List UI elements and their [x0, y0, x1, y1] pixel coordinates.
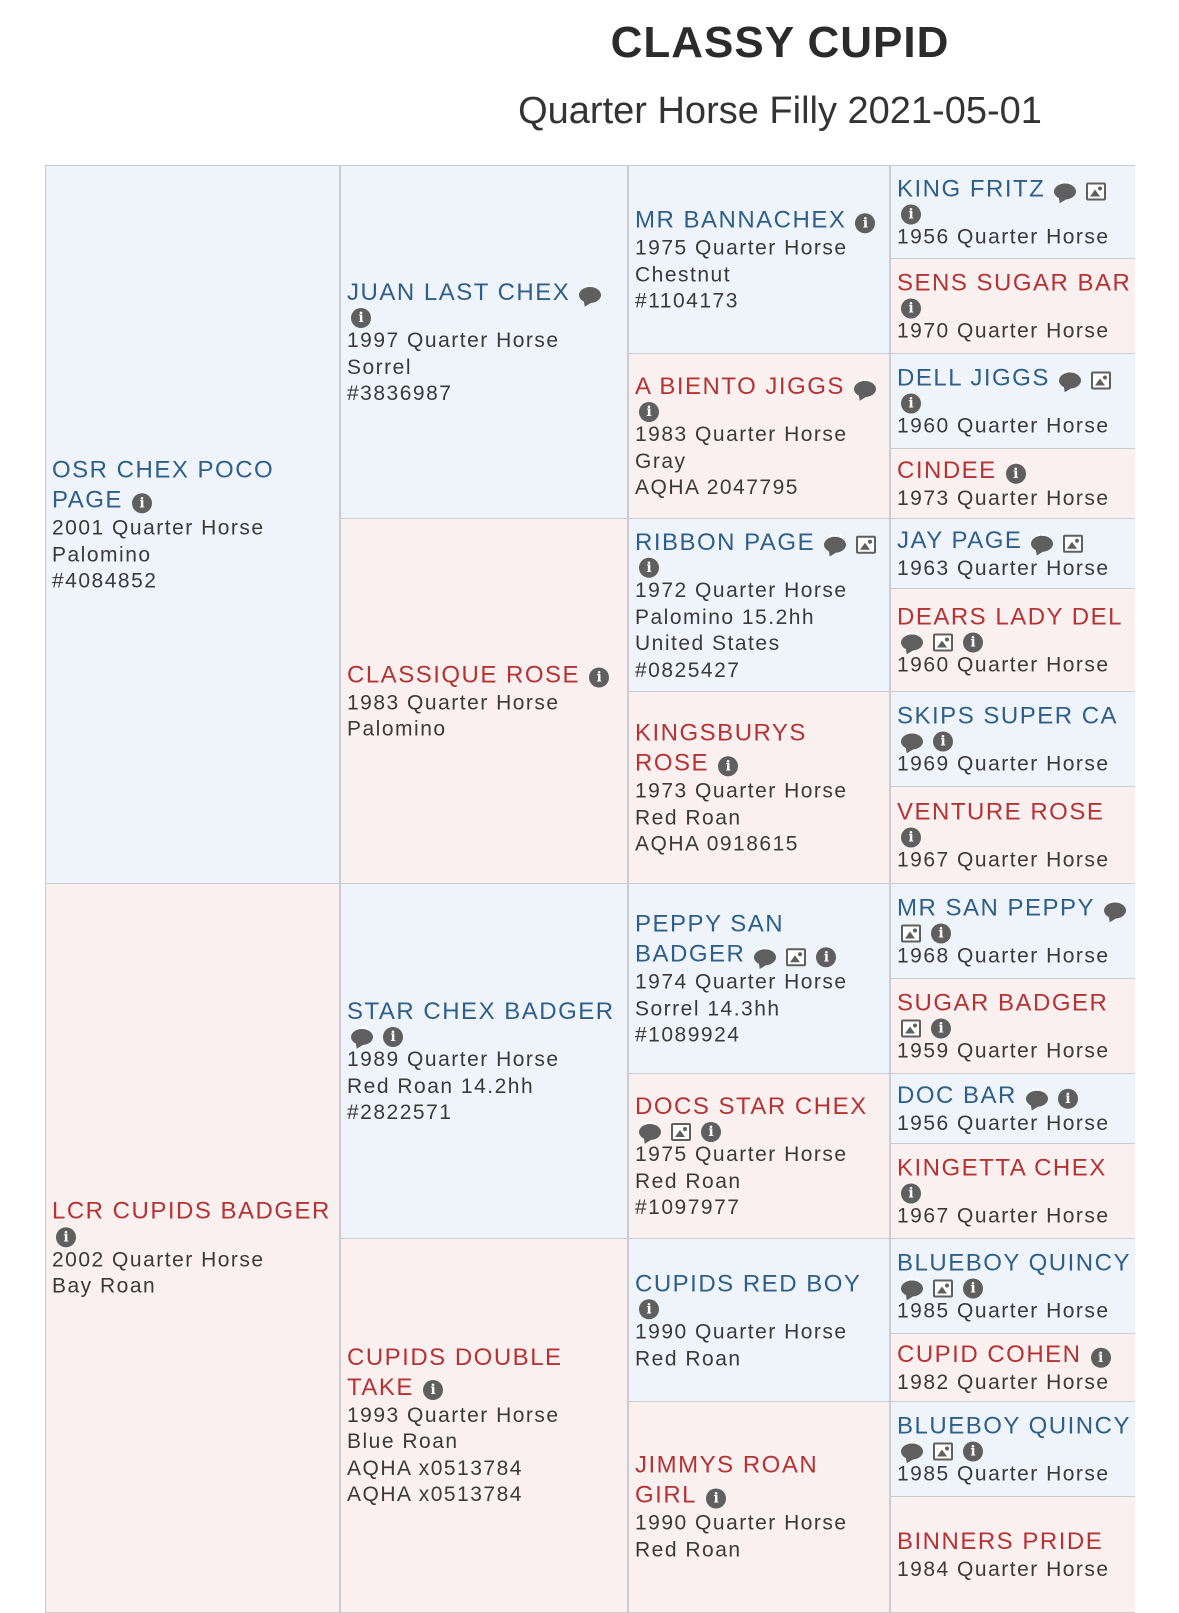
- registration-number: AQHA 2047795: [635, 476, 799, 499]
- birth-year-breed: 1968 Quarter Horse: [897, 944, 1110, 968]
- pedigree-cell-gen4-3: [890, 353, 1135, 450]
- comment-icon[interactable]: [901, 1444, 923, 1460]
- pedigree-cell-gen3-5: [628, 883, 890, 1075]
- info-icon[interactable]: i: [1058, 1088, 1078, 1108]
- birth-year-breed: 2001 Quarter Horse: [52, 516, 265, 540]
- horse-name-link[interactable]: PEPPY SAN BADGER: [635, 910, 785, 968]
- color: Palomino: [52, 542, 152, 566]
- info-icon[interactable]: i: [706, 1488, 726, 1508]
- page-header: [0, 0, 1179, 160]
- photo-icon[interactable]: [1063, 534, 1083, 552]
- birth-year-breed: 1967 Quarter Horse: [897, 1204, 1110, 1228]
- photo-icon[interactable]: [671, 1123, 691, 1141]
- info-icon[interactable]: i: [639, 402, 659, 422]
- info-icon[interactable]: i: [383, 1027, 403, 1047]
- birth-year-breed: 1963 Quarter Horse: [897, 556, 1110, 580]
- pedigree-cell-gen3-1: [628, 165, 890, 355]
- pedigree-cell-gen4-16: [890, 1496, 1135, 1613]
- registration-number: #2822571: [347, 1101, 453, 1124]
- photo-icon[interactable]: [901, 925, 921, 943]
- comment-icon[interactable]: [824, 537, 846, 553]
- horse-name-link[interactable]: SKIPS SUPER CA: [897, 702, 1119, 729]
- comment-icon[interactable]: [901, 1281, 923, 1297]
- pedigree-cell-sire-dam: [340, 518, 628, 885]
- pedigree-cell-gen4-11: [890, 1073, 1135, 1145]
- info-icon[interactable]: i: [901, 299, 921, 319]
- comment-icon[interactable]: [901, 635, 923, 651]
- color: Red Roan: [635, 1169, 742, 1193]
- registration-number: AQHA 0918615: [635, 832, 799, 856]
- horse-name-link[interactable]: BLUEBOY QUINCY: [897, 1249, 1131, 1276]
- pedigree-cell-gen3-3: [628, 518, 890, 693]
- registration-number: #0825427: [635, 658, 741, 682]
- pedigree-cell-gen4-6: [890, 588, 1135, 693]
- info-icon[interactable]: i: [1091, 1347, 1111, 1367]
- pedigree-cell-gen4-15: [890, 1401, 1135, 1498]
- info-icon[interactable]: i: [963, 1442, 983, 1462]
- pedigree-cell-dam-dam: [340, 1238, 628, 1613]
- color-height: Palomino 15.2hh: [635, 605, 816, 629]
- birth-year-breed: 1975 Quarter Horse: [635, 1143, 848, 1166]
- info-icon[interactable]: i: [901, 1184, 921, 1204]
- color: Red Roan: [635, 805, 742, 829]
- horse-name-link[interactable]: KINGETTA CHEX: [897, 1154, 1107, 1181]
- info-icon[interactable]: i: [931, 1019, 951, 1039]
- info-icon[interactable]: i: [132, 493, 152, 513]
- horse-name-link[interactable]: DOC BAR: [897, 1081, 1017, 1109]
- horse-name-link[interactable]: CUPIDS DOUBLE TAKE: [347, 1343, 563, 1401]
- comment-icon[interactable]: [579, 287, 601, 303]
- horse-subtitle: Quarter Horse Filly 2021-05-01: [518, 90, 1042, 132]
- horse-name-link[interactable]: CUPID COHEN: [897, 1340, 1082, 1368]
- horse-name-link[interactable]: CLASSIQUE ROSE: [347, 661, 581, 688]
- photo-icon[interactable]: [856, 536, 876, 554]
- pedigree-cell-gen4-9: [890, 883, 1135, 980]
- info-icon[interactable]: i: [351, 308, 371, 328]
- birth-year-breed: 1989 Quarter Horse: [347, 1048, 560, 1071]
- comment-icon[interactable]: [639, 1124, 661, 1140]
- horse-name-link[interactable]: MR SAN PEPPY: [897, 894, 1096, 921]
- info-icon[interactable]: i: [639, 1299, 659, 1319]
- info-icon[interactable]: i: [589, 668, 609, 688]
- horse-name-link[interactable]: DELL JIGGS: [897, 364, 1050, 391]
- horse-name-link[interactable]: DOCS STAR CHEX: [635, 1092, 868, 1120]
- photo-icon[interactable]: [933, 634, 953, 652]
- pedigree-cell-gen4-10: [890, 978, 1135, 1075]
- info-icon[interactable]: i: [423, 1380, 443, 1400]
- birth-year-breed: 1956 Quarter Horse: [897, 225, 1110, 249]
- pedigree-cell-gen3-6: [628, 1073, 890, 1240]
- horse-name-link[interactable]: KING FRITZ: [897, 175, 1046, 202]
- registration-number: #1089924: [635, 1023, 741, 1047]
- comment-icon[interactable]: [1031, 535, 1053, 551]
- info-icon[interactable]: i: [701, 1122, 721, 1142]
- info-icon[interactable]: i: [901, 394, 921, 414]
- horse-name-link[interactable]: RIBBON PAGE: [635, 528, 816, 556]
- birth-year-breed: 1973 Quarter Horse: [635, 779, 848, 803]
- pedigree-cell-gen4-7: [890, 691, 1135, 788]
- photo-icon[interactable]: [933, 1280, 953, 1298]
- pedigree-cell-gen4-13: [890, 1238, 1135, 1335]
- birth-year-breed: 1969 Quarter Horse: [897, 752, 1110, 776]
- pedigree-cell-sire-sire: [340, 165, 628, 520]
- comment-icon[interactable]: [901, 734, 923, 750]
- registration-number: #1104173: [635, 289, 739, 313]
- comment-icon[interactable]: [1059, 373, 1081, 389]
- color: Palomino: [347, 717, 447, 741]
- pedigree-cell-gen4-12: [890, 1143, 1135, 1240]
- registration-number: #1097977: [635, 1196, 741, 1219]
- info-icon[interactable]: i: [931, 924, 951, 944]
- registration-number: AQHA x0513784: [347, 1456, 523, 1480]
- comment-icon[interactable]: [1026, 1090, 1048, 1106]
- horse-name-link[interactable]: BLUEBOY QUINCY: [897, 1412, 1131, 1439]
- pedigree-cell-gen4-14: [890, 1333, 1135, 1403]
- photo-icon[interactable]: [901, 1020, 921, 1038]
- birth-year-breed: 1956 Quarter Horse: [897, 1111, 1110, 1135]
- color: Red Roan: [635, 1538, 742, 1561]
- horse-name-link[interactable]: STAR CHEX BADGER: [347, 997, 615, 1025]
- registration-number: #4084852: [52, 569, 158, 593]
- pedigree-cell-gen3-2: [628, 353, 890, 520]
- birth-year-breed: 1959 Quarter Horse: [897, 1039, 1110, 1063]
- info-icon[interactable]: i: [1006, 463, 1026, 483]
- horse-name-link[interactable]: JUAN LAST CHEX: [347, 278, 571, 306]
- horse-name-link[interactable]: CUPIDS RED BOY: [635, 1269, 862, 1297]
- comment-icon[interactable]: [754, 949, 776, 965]
- birth-year-breed: 2002 Quarter Horse: [52, 1247, 265, 1271]
- info-icon[interactable]: i: [718, 756, 738, 776]
- color: Blue Roan: [347, 1430, 459, 1453]
- color: Gray: [635, 449, 687, 473]
- birth-year-breed: 1974 Quarter Horse: [635, 970, 848, 994]
- birth-year-breed: 1983 Quarter Horse: [347, 691, 560, 714]
- horse-name-link[interactable]: JIMMYS ROAN GIRL: [635, 1451, 819, 1509]
- horse-name-link[interactable]: VENTURE ROSE: [897, 798, 1105, 825]
- birth-year-breed: 1997 Quarter Horse: [347, 329, 560, 352]
- birth-year-breed: 1975 Quarter Horse: [635, 236, 848, 260]
- photo-icon[interactable]: [933, 1443, 953, 1461]
- color: Sorrel: [347, 355, 413, 379]
- registration-number: #3836987: [347, 382, 453, 405]
- pedigree-cell-gen4-5: [890, 518, 1135, 590]
- color: Red Roan: [635, 1346, 742, 1370]
- pedigree-cell-gen3-7: [628, 1238, 890, 1403]
- pedigree-cell-gen3-4: [628, 691, 890, 885]
- pedigree-chart: [45, 165, 1135, 1613]
- horse-name-link[interactable]: A BIENTO JIGGS: [635, 372, 845, 400]
- info-icon[interactable]: i: [963, 1279, 983, 1299]
- horse-name-link[interactable]: LCR CUPIDS BADGER: [52, 1197, 331, 1225]
- birth-year-breed: 1982 Quarter Horse: [897, 1370, 1110, 1394]
- horse-name-link[interactable]: DEARS LADY DEL: [897, 603, 1123, 630]
- pedigree-cell-sire: [45, 165, 340, 885]
- color: Chestnut: [635, 262, 732, 286]
- birth-year-breed: 1967 Quarter Horse: [897, 848, 1110, 872]
- pedigree-cell-gen4-1: [890, 165, 1135, 260]
- pedigree-cell-gen4-8: [890, 786, 1135, 885]
- horse-name-link[interactable]: BINNERS PRIDE: [897, 1527, 1104, 1555]
- birth-year-breed: 1972 Quarter Horse: [635, 578, 848, 602]
- info-icon[interactable]: i: [639, 558, 659, 578]
- birth-year-breed: 1990 Quarter Horse: [635, 1320, 848, 1344]
- comment-icon[interactable]: [1054, 184, 1076, 200]
- info-icon[interactable]: i: [901, 205, 921, 225]
- horse-name-link[interactable]: KINGSBURYS ROSE: [635, 719, 807, 777]
- pedigree-cell-gen3-8: [628, 1401, 890, 1613]
- info-icon[interactable]: i: [963, 633, 983, 653]
- birth-year-breed: 1960 Quarter Horse: [897, 414, 1110, 438]
- color-height: Sorrel 14.3hh: [635, 996, 781, 1020]
- photo-icon[interactable]: [786, 948, 806, 966]
- pedigree-cell-gen4-4: [890, 448, 1135, 520]
- birth-year-breed: 1984 Quarter Horse: [897, 1557, 1110, 1581]
- pedigree-cell-dam-sire: [340, 883, 628, 1240]
- color: Bay Roan: [52, 1274, 157, 1298]
- pedigree-cell-dam: [45, 883, 340, 1613]
- info-icon[interactable]: i: [855, 213, 875, 233]
- comment-icon[interactable]: [1104, 903, 1126, 919]
- birth-year-breed: 1993 Quarter Horse: [347, 1403, 560, 1427]
- info-icon[interactable]: i: [901, 828, 921, 848]
- country: United States: [635, 631, 781, 655]
- info-icon[interactable]: i: [816, 947, 836, 967]
- horse-name-link[interactable]: SUGAR BADGER: [897, 989, 1109, 1016]
- photo-icon[interactable]: [1086, 183, 1106, 201]
- birth-year-breed: 1970 Quarter Horse: [897, 319, 1110, 343]
- birth-year-breed: 1973 Quarter Horse: [897, 486, 1110, 510]
- horse-name-link[interactable]: CINDEE: [897, 456, 997, 484]
- comment-icon[interactable]: [351, 1029, 373, 1045]
- info-icon[interactable]: i: [933, 732, 953, 752]
- horse-name-link[interactable]: OSR CHEX POCO PAGE: [52, 456, 275, 514]
- info-icon[interactable]: i: [56, 1227, 76, 1247]
- horse-name-link[interactable]: MR BANNACHEX: [635, 206, 847, 234]
- birth-year-breed: 1985 Quarter Horse: [897, 1299, 1110, 1323]
- comment-icon[interactable]: [854, 381, 876, 397]
- birth-year-breed: 1990 Quarter Horse: [635, 1511, 848, 1535]
- pedigree-cell-gen4-2: [890, 258, 1135, 355]
- horse-name-link[interactable]: SENS SUGAR BAR: [897, 269, 1132, 296]
- birth-year-breed: 1960 Quarter Horse: [897, 653, 1110, 677]
- color: Red Roan 14.2hh: [347, 1074, 535, 1098]
- birth-year-breed: 1983 Quarter Horse: [635, 423, 848, 446]
- photo-icon[interactable]: [1091, 372, 1111, 390]
- horse-name-link[interactable]: JAY PAGE: [897, 526, 1023, 554]
- birth-year-breed: 1985 Quarter Horse: [897, 1462, 1110, 1486]
- horse-title: CLASSY CUPID: [610, 18, 950, 67]
- registration-number: AQHA x0513784: [347, 1483, 523, 1506]
